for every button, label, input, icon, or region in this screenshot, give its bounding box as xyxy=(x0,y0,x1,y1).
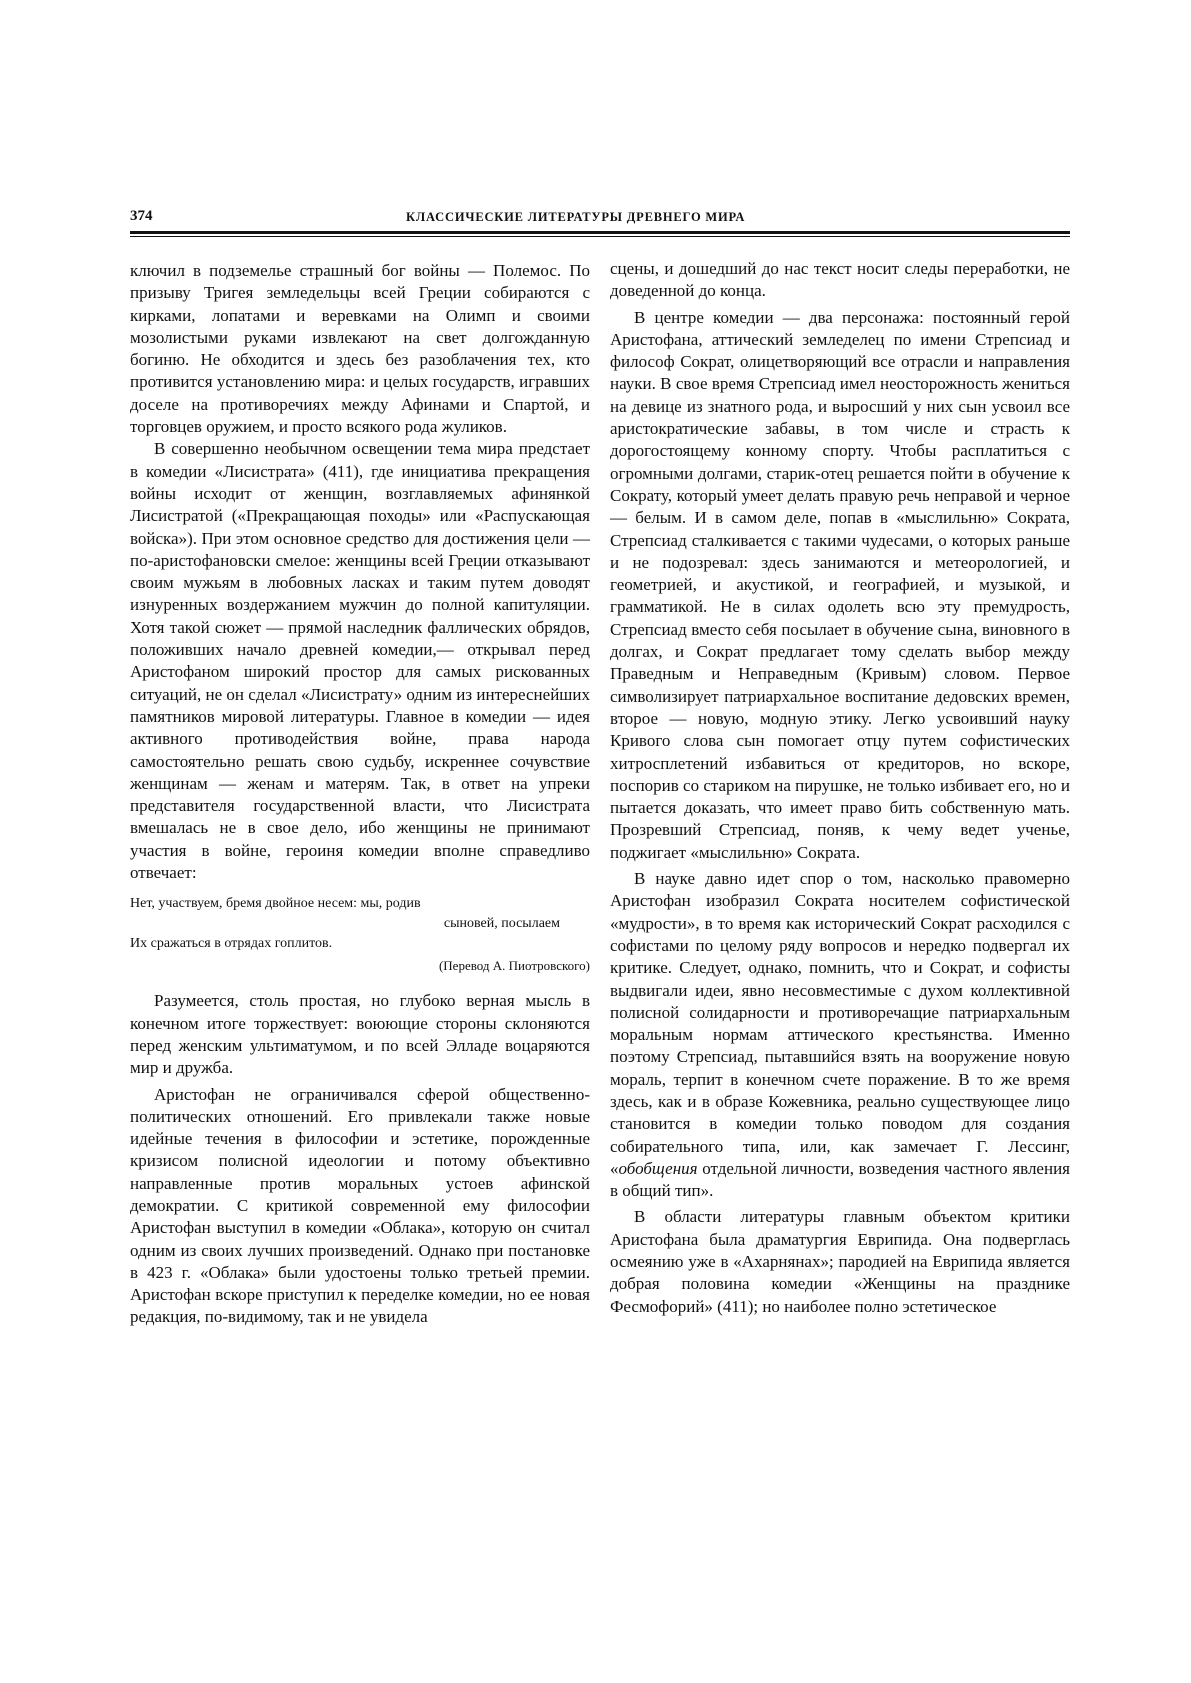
verse-line: Нет, участвуем, бремя двойное несем: мы, родив xyxy=(130,896,421,912)
right-column xyxy=(610,258,1070,1318)
left-column xyxy=(130,260,590,1329)
paragraph: Аристофан не ограничивался сферой общественно-политических отношений. Его привлекали также новые идейные течения в философии и эстетике, порожденные кризисом полисной идеологии и потому объективно направленные против моральных устоев афинской демократии. С критикой современной ему философии Аристофан выступил в комедии «Облака», которую он считал одним из своих лучших произведений. Однако при постановке в 423 г. «Облака» были удостоены только третьей премии. Аристофан вскоре приступил к переделке комедии, но ее новая редакция, по-видимому, так и не увидела xyxy=(130,1084,590,1327)
page-number: 374 xyxy=(130,208,153,224)
paragraph: В области литературы главным объектом критики Аристофана была драматургия Еврипида. Она подверглась осмеянию уже в «Ахарнянах»; пародией на Еврипида является добрая половина комедии «Женщины на празднике Фесмофорий» (411); но наиболее полно эстетическое xyxy=(610,1207,1070,1316)
verse-quote xyxy=(130,894,590,976)
paragraph-text: отдельной личности, возведения частного явления в общий тип». xyxy=(610,1158,1070,1201)
verse-line: Их сражаться в отрядах гоплитов. xyxy=(130,936,333,952)
header-rule-thin xyxy=(130,236,1070,237)
paragraph: сцены, и дошедший до нас текст носит следы переработки, не доведенной до конца. xyxy=(610,259,1070,301)
page-header xyxy=(130,208,1070,230)
header-rule-thick xyxy=(130,231,1070,234)
verse-line: сыновей, посылаем xyxy=(443,916,560,932)
paragraph: В центре комедии — два персонажа: постоянный герой Аристофана, аттический земледелец по имени Стрепсиад и философ Сократ, олицетворяющий все отрасли и направления науки. В свое время Стрепсиад имел неосторожность жениться на девице из знатного рода, и выросший у них сын усвоил все аристократические забавы, в том числе и страсть к дорогостоящему конному спорту. Чтобы расплатиться с огромными долгами, старик-отец решается пойти в обучение к Сократу, который умеет делать правую речь неправой и черное — белым. И в самом деле, попав в «мыслильню» Сократа, Стрепсиад сталкивается с такими чудесами, о которых раньше и не подозревал: здесь занимаются и метеорологией, и геометрией, и акустикой, и географией, и музыкой, и грамматикой. Не в силах одолеть всю эту премудрость, Стрепсиад вместо себя посылает в обучение сына, виновного в долгах, и Сократ предлагает тому сделать выбор между Праведным и Неправедным (Кривым) словом. Первое символизирует патриархальное воспитание дедовских времен, второе — новую, модную этику. Легко усвоивший науку Кривого слова сын помогает отцу путем софистических хитросплетений избавиться от кредиторов, но вскоре, поспорив со стариком на пирушке, не только избивает его, но и пытается доказать, что имеет право бить собственную мать. Прозревший Стрепсиад, поняв, к чему ведет ученье, поджигает «мыслильню» Сократа. xyxy=(610,307,1071,862)
paragraph: ключил в подземелье страшный бог войны — Полемос. По призыву Тригея земледельцы всей Греции собираются с кирками, лопатами и веревками на Олимп и своими мозолистыми руками извлекают на свет долгожданную богиню. Не обходится и здесь без разоблачения тех, кто противится установлению мира: и целых государств, игравших доселе на противоречиях между Афинами и Спартой, и торговцев оружием, и просто всякого рода жуликов. xyxy=(130,261,590,437)
paragraph: В совершенно необычном освещении тема мира предстает в комедии «Лисистрата» (411), где инициатива прекращения войны исходит от женщин, возглавляемых афинянкой Лисистратой («Прекращающая походы» или «Распускающая войска»). При этом основное средство для достижения цели — по-аристофановски смелое: женщины всей Греции отказывают своим мужьям в любовных ласках и таким путем доводят изнуренных воздержанием мужчин до полной капитуляции. Хотя такой сюжет — прямой наследник фаллических обрядов, положивших начало древней комедии,— открывал перед Аристофаном широкий простор для самых рискованных ситуаций, не он сделал «Лисистрату» одним из интереснейших памятников мировой литературы. Главное в комедии — идея активного противодействия войне, права народа самостоятельно решать свою судьбу, искреннее сочувствие женщинам — женам и матерям. Так, в ответ на упреки представителя государственной власти, что Лисистрата вмешалась не в свое дело, ибо женщины не принимают участия в войне, героиня комедии вполне справедливо отвечает: xyxy=(130,439,590,883)
running-title: КЛАССИЧЕСКИЕ ЛИТЕРАТУРЫ ДРЕВНЕГО МИРА xyxy=(406,210,746,224)
paragraph: Разумеется, столь простая, но глубоко верная мысль в конечном итоге торжествует: воюющие стороны склоняются перед женским ультиматумом, и по всей Элладе воцаряются мир и дружба. xyxy=(130,991,590,1078)
translator-credit: (Перевод А. Пиотровского) xyxy=(438,958,590,974)
paragraph xyxy=(610,868,1070,1202)
italic-term: обобщения xyxy=(618,1158,698,1178)
paragraph-text: В науке давно идет спор о том, насколько правомерно Аристофан изобразил Сократа носителем софистической «мудрости», в то время как исторический Сократ расходился с софистами по целому ряду вопросов и нередко подвергал их критике. Следует, однако, помнить, что и Сократ, и софисты выдвигали идеи, явно несовместимые с духом коллективной полисной солидарности и противоречащие патриархальным моральным нормам аттического крестьянства. Именно поэтому Стрепсиад, пытавшийся взять на вооружение новую мораль, терпит в конечном счете поражение. В то же время здесь, как и в образе Кожевника, реально существующее лицо становится в комедии только поводом для создания собирательного типа, или, как замечает Г. Лессинг, « xyxy=(610,869,1070,1178)
